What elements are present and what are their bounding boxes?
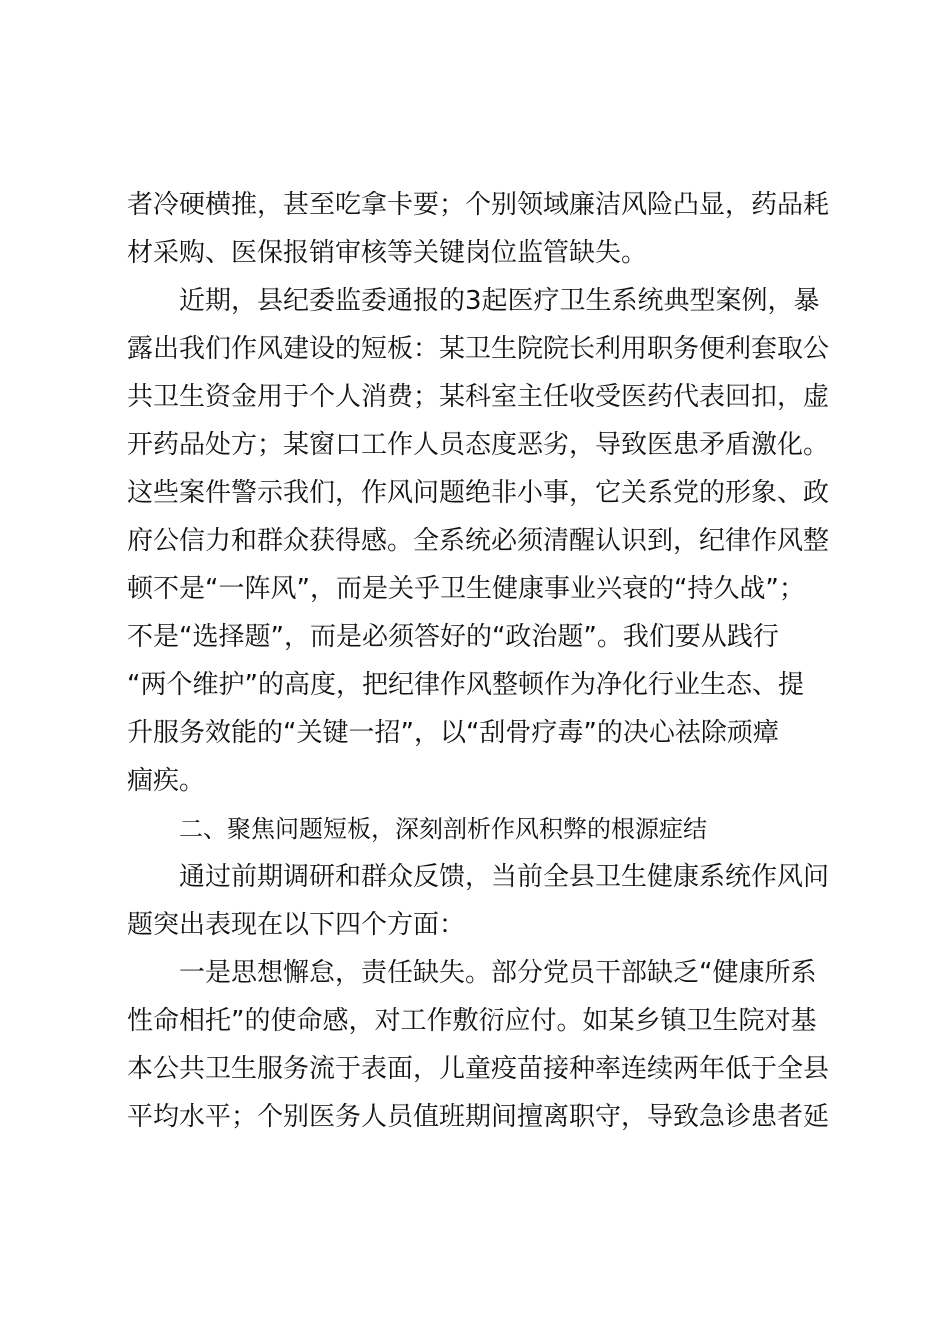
paragraph-line: 府公信力和群众获得感。全系统必须清醒认识到，纪律作风整: [127, 526, 830, 556]
paragraph-line: 平均水平；个别医务人员值班期间擅离职守，导致急诊患者延: [127, 1102, 830, 1132]
paragraph-line: “两个维护”的高度，把纪律作风整顿作为净化行业生态、提: [127, 670, 804, 700]
paragraph-line: 升服务效能的“关键一招”，以“刮骨疗毒”的决心祛除顽瘴: [127, 718, 779, 748]
paragraph-line: 本公共卫生服务流于表面，儿童疫苗接种率连续两年低于全县: [127, 1054, 830, 1084]
paragraph-line: 通过前期调研和群众反馈，当前全县卫生健康系统作风问: [179, 862, 830, 892]
paragraph-line: 材采购、医保报销审核等关键岗位监管缺失。: [127, 238, 648, 268]
paragraph-line: 露出我们作风建设的短板：某卫生院院长利用职务便利套取公: [127, 334, 830, 364]
paragraph-line: 一是思想懈怠，责任缺失。部分党员干部缺乏“健康所系: [179, 958, 817, 988]
paragraph-line: 不是“选择题”，而是必须答好的“政治题”。我们要从践行: [127, 622, 779, 652]
paragraph-line: 开药品处方；某窗口工作人员态度恶劣，导致医患矛盾激化。: [127, 430, 830, 460]
paragraph-line: 共卫生资金用于个人消费；某科室主任收受医药代表回扣，虚: [127, 382, 830, 412]
paragraph-line: 性命相托”的使命感，对工作敷衍应付。如某乡镇卫生院对基: [127, 1006, 817, 1036]
paragraph-line: 这些案件警示我们，作风问题绝非小事，它关系党的形象、政: [127, 478, 830, 508]
section-heading: 二、聚焦问题短板，深刻剖析作风积弊的根源症结: [179, 815, 707, 843]
paragraph-line: 顿不是“一阵风”，而是关乎卫生健康事业兴衰的“持久战”；: [127, 574, 805, 604]
paragraph-line: 题突出表现在以下四个方面：: [127, 910, 466, 940]
paragraph-line: 痼疾。: [127, 766, 206, 796]
paragraph-line: 近期，县纪委监委通报的3起医疗卫生系统典型案例，暴: [179, 286, 820, 316]
paragraph-line: 者冷硬横推，甚至吃拿卡要；个别领域廉洁风险凸显，药品耗: [127, 190, 830, 220]
